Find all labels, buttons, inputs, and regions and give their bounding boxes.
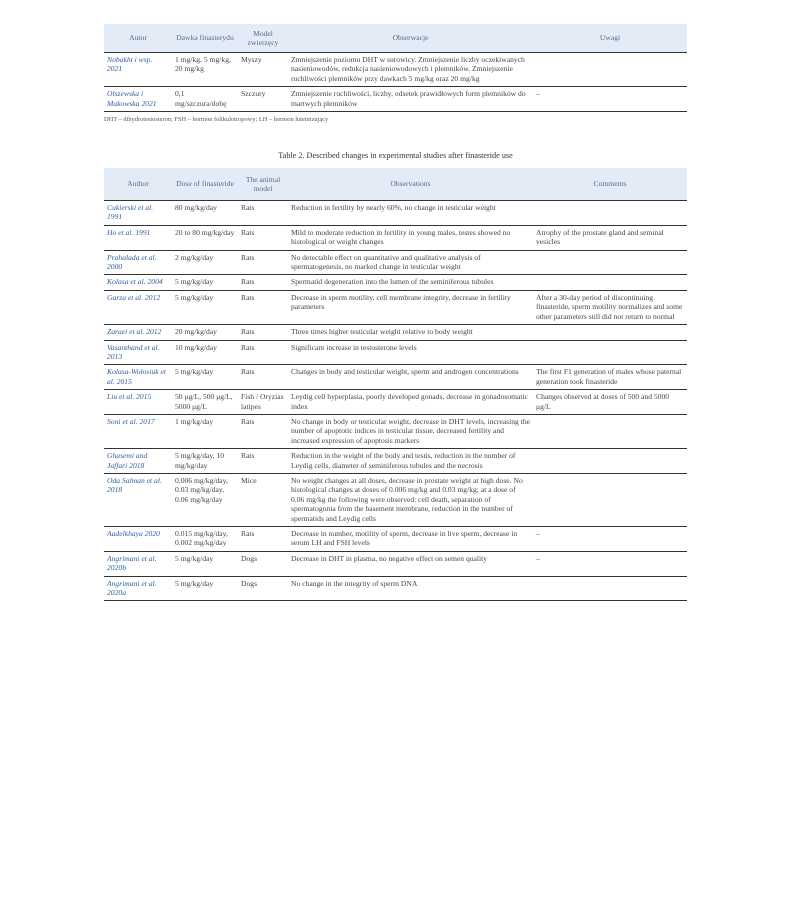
comments-cell [533, 53, 687, 87]
author-cell: Olszewska i Makowska 2021 [104, 87, 172, 112]
comments-cell: – [533, 527, 687, 552]
column-header: Author [104, 168, 172, 201]
model-cell: Rats [238, 290, 288, 324]
dose-cell: 5 mg/kg/day [172, 290, 238, 324]
model-cell: Rats [238, 414, 288, 448]
model-cell: Dogs [238, 576, 288, 601]
author-cell: Kolasa et al. 2004 [104, 275, 172, 290]
table-row [104, 390, 687, 415]
model-cell: Rats [238, 449, 288, 474]
dose-cell: 0.006 mg/kg/day, 0.03 mg/kg/day, 0.06 mg/kg/day [172, 473, 238, 526]
column-header: Comments [533, 168, 687, 201]
author-cell: Garza et al. 2012 [104, 290, 172, 324]
table-row [104, 527, 687, 552]
comments-cell [533, 275, 687, 290]
dose-cell: 0,1 mg/szczura/dobę [172, 87, 238, 112]
dose-cell: 10 mg/kg/day [172, 340, 238, 365]
author-cell: Angrimani et al. 2020a [104, 576, 172, 601]
observations-cell: No change in body or testicular weight, decrease in DHT levels, increasing the number of apoptotic indices in testicular tissue, decreased fertility and increased expression of apoptosis markers [288, 414, 533, 448]
model-cell: Rats [238, 325, 288, 340]
table-row [104, 225, 687, 250]
table-1-header-row [104, 24, 687, 53]
model-cell: Rats [238, 225, 288, 250]
table-row [104, 473, 687, 526]
dose-cell: 20 to 80 mg/kg/day [172, 225, 238, 250]
author-cell: Ho et al. 1991 [104, 225, 172, 250]
comments-cell: Changes observed at doses of 500 and 5000 μg/L [533, 390, 687, 415]
observations-cell: Spermatid degeneration into the lumen of the seminiferous tubules [288, 275, 533, 290]
dose-cell: 5 mg/kg/day [172, 551, 238, 576]
document-page [104, 24, 687, 601]
table-row [104, 250, 687, 275]
table-row [104, 53, 687, 87]
comments-cell [533, 325, 687, 340]
observations-cell: No weight changes at all doses, decrease in prostate weight at high dose. No histological changes at doses of 0.006 mg/kg and 0.03 mg/kg; at a dose of 0.06 mg/kg the following were observed: cell death, separation of spermatogonia from the basement membrane, reduction in the number of spermatids and Leydig cells [288, 473, 533, 526]
model-cell: Rats [238, 201, 288, 226]
comments-cell [533, 340, 687, 365]
table-row [104, 290, 687, 324]
observations-cell: Zmniejszenie ruchliwości, liczby, odsetek prawidłowych form plemników do martwych plemników [288, 87, 533, 112]
dose-cell: 5 mg/kg/day [172, 576, 238, 601]
table-row [104, 340, 687, 365]
observations-cell: Reduction in the weight of the body and testis, reduction in the number of Leydig cells, diameter of seminiferous tubules and the necrosis [288, 449, 533, 474]
column-header: Dawka finasterydu [172, 24, 238, 53]
author-cell: Soni et al. 2017 [104, 414, 172, 448]
dose-cell: 5 mg/kg/day [172, 275, 238, 290]
table-2-header-row [104, 168, 687, 201]
model-cell: Myszy [238, 53, 288, 87]
table-row [104, 275, 687, 290]
model-cell: Rats [238, 275, 288, 290]
comments-cell: The first F1 generation of males whose paternal generation took finasteride [533, 365, 687, 390]
table-row [104, 325, 687, 340]
column-header: Uwagi [533, 24, 687, 53]
model-cell: Rats [238, 340, 288, 365]
table-row [104, 365, 687, 390]
observations-cell: Leydig cell hyperplasia, poorly developed gonads, decrease in gonadosomatic index [288, 390, 533, 415]
comments-cell: Atrophy of the prostate gland and seminal vesicles [533, 225, 687, 250]
author-cell: Aadelkhaya 2020 [104, 527, 172, 552]
model-cell: Fish / Oryzias latipes [238, 390, 288, 415]
comments-cell [533, 250, 687, 275]
column-header: Autor [104, 24, 172, 53]
table-1-footnote: DHT – dihydrotestosteron; FSH – hormon folikulotropowy; LH – hormon luteinizujący [104, 116, 329, 124]
column-header: Dose of finasteride [172, 168, 238, 201]
dose-cell: 80 mg/kg/day [172, 201, 238, 226]
author-cell: Zaraei et al. 2012 [104, 325, 172, 340]
observations-cell: Zmniejszenie poziomu DHT w surowicy. Zmniejszenie liczby oczekiwanych nasieniowodów, redukcja nasieniowodowych i plemników. Zmniejszenie ruchliwości plemników przy dawkach 5 mg/kg oraz 20 mg/kg [288, 53, 533, 87]
table-2-caption: Table 2. Described changes in experimental studies after finasteride use [278, 151, 513, 161]
model-cell: Rats [238, 365, 288, 390]
author-cell: Prahalada et al. 2000 [104, 250, 172, 275]
dose-cell: 1 mg/kg/day [172, 414, 238, 448]
comments-cell [533, 576, 687, 601]
observations-cell: No detectable effect on quantitative and qualitative analysis of spermatogenesis, no marked change in testicular weight [288, 250, 533, 275]
comments-cell [533, 473, 687, 526]
dose-cell: 5 mg/kg/day [172, 365, 238, 390]
comments-cell: – [533, 87, 687, 112]
dose-cell: 50 μg/L, 500 μg/L, 5000 μg/L [172, 390, 238, 415]
table-row [104, 201, 687, 226]
model-cell: Rats [238, 250, 288, 275]
observations-cell: Significant increase in testosterone levels [288, 340, 533, 365]
table-row [104, 414, 687, 448]
comments-cell: After a 30-day period of discontinuing finasteride, sperm motility normalizes and some other parameters still did not return to normal [533, 290, 687, 324]
author-cell: Cukierski et al. 1991 [104, 201, 172, 226]
author-cell: Oda Salman et al. 2018 [104, 473, 172, 526]
table-row [104, 449, 687, 474]
author-cell: Angrimani et al. 2020b [104, 551, 172, 576]
dose-cell: 5 mg/kg/day, 10 mg/kg/day [172, 449, 238, 474]
column-header: Observations [288, 168, 533, 201]
table-row [104, 87, 687, 112]
observations-cell: No change in the integrity of sperm DNA [288, 576, 533, 601]
table-row [104, 551, 687, 576]
comments-cell [533, 414, 687, 448]
column-header: Model zwierzęcy [238, 24, 288, 53]
comments-cell [533, 449, 687, 474]
model-cell: Szczury [238, 87, 288, 112]
comments-cell: – [533, 551, 687, 576]
observations-cell: Three times higher testicular weight relative to body weight [288, 325, 533, 340]
column-header: Obserwacje [288, 24, 533, 53]
author-cell: Liu et al. 2015 [104, 390, 172, 415]
dose-cell: 1 mg/kg, 5 mg/kg, 20 mg/kg [172, 53, 238, 87]
model-cell: Mice [238, 473, 288, 526]
observations-cell: Decrease in number, motility of sperm, decrease in live sperm, decrease in serum LH and FSH levels [288, 527, 533, 552]
column-header: The animal model [238, 168, 288, 201]
observations-cell: Reduction in fertility by nearly 60%, no change in testicular weight [288, 201, 533, 226]
table-2 [104, 168, 687, 601]
author-cell: Vasanthand et al. 2013 [104, 340, 172, 365]
observations-cell: Mild to moderate reduction in fertility in young males, testes showed no histological or weight changes [288, 225, 533, 250]
author-cell: Ghasemi and Jaffari 2018 [104, 449, 172, 474]
comments-cell [533, 201, 687, 226]
table-row [104, 576, 687, 601]
observations-cell: Decrease in sperm motility, cell membrane integrity, decrease in fertility parameters [288, 290, 533, 324]
model-cell: Rats [238, 527, 288, 552]
observations-cell: Decrease in DHT in plasma, no negative effect on semen quality [288, 551, 533, 576]
table-1 [104, 24, 687, 112]
dose-cell: 20 mg/kg/day [172, 325, 238, 340]
dose-cell: 2 mg/kg/day [172, 250, 238, 275]
author-cell: Nobakht i wsp. 2021 [104, 53, 172, 87]
model-cell: Dogs [238, 551, 288, 576]
dose-cell: 0.015 mg/kg/day, 0.002 mg/kg/day [172, 527, 238, 552]
author-cell: Kolasa-Wołosiuk et al. 2015 [104, 365, 172, 390]
observations-cell: Changes in body and testicular weight, sperm and androgen concentrations [288, 365, 533, 390]
